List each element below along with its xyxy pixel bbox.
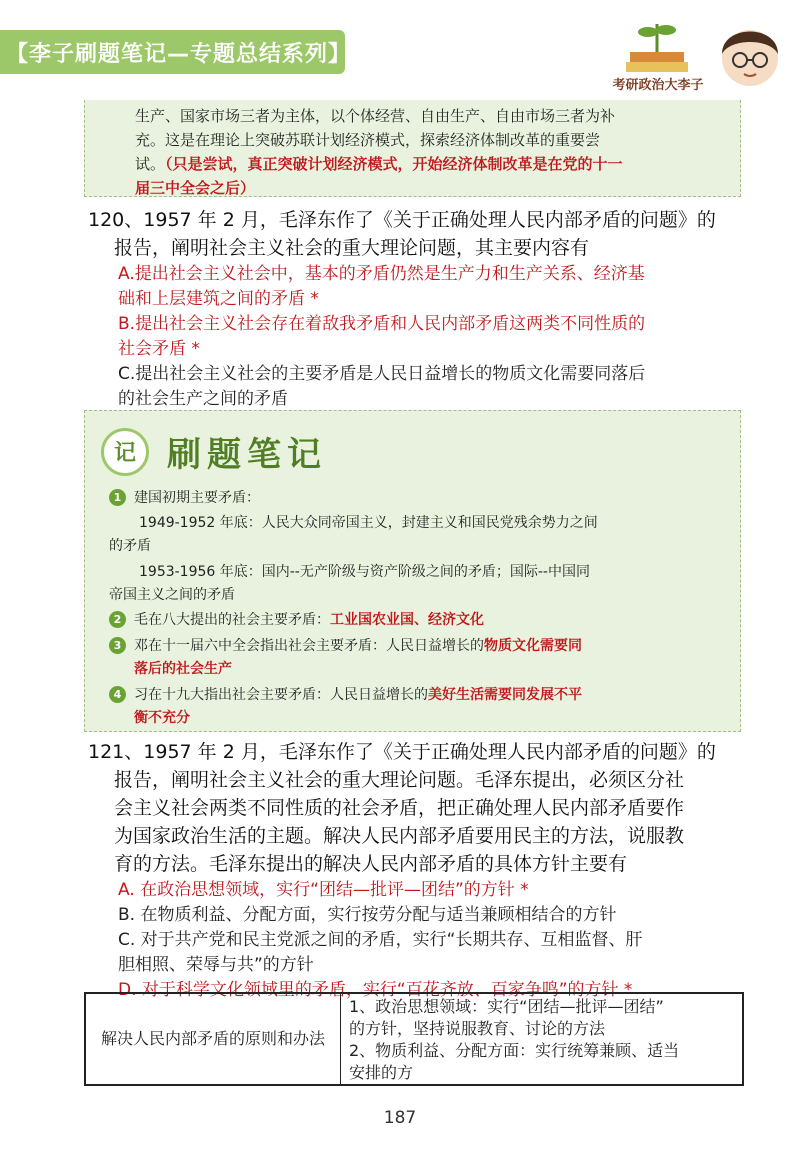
stem-line: 120、1957 年 2 月，毛泽东作了《关于正确处理人民内部矛盾的问题》的 bbox=[88, 209, 716, 231]
question-stem bbox=[88, 206, 748, 262]
option-b bbox=[88, 312, 748, 362]
summary-table-content bbox=[341, 994, 742, 1084]
option-line: D. 对于科学文化领域里的矛盾，实行“百花齐放、百家争鸣”的方针 * bbox=[118, 980, 633, 1000]
note-subitem bbox=[109, 512, 729, 558]
option-line: C.提出社会主义社会的主要矛盾是人民日益增长的物质文化需要同落后 bbox=[118, 364, 646, 384]
stem-line: 为国家政治生活的主题。解决人民内部矛盾要用民主的方法，说服教 bbox=[114, 825, 685, 847]
note-text: 邓在十一届六中全会指出社会主要矛盾：人民日益增长的 bbox=[134, 638, 484, 654]
note-text: 1949-1952 年底：人民大众同帝国主义，封建主义和国民党残余势力之间 bbox=[139, 515, 598, 531]
note-emphasis: 衡不充分 bbox=[134, 710, 190, 726]
note-text: 的矛盾 bbox=[109, 538, 151, 554]
note-number: 1 bbox=[109, 489, 126, 506]
series-title-banner bbox=[0, 30, 352, 74]
question-120 bbox=[88, 206, 748, 437]
stem-line: 报告，阐明社会主义社会的重大理论问题。毛泽东提出，必须区分社 bbox=[114, 769, 685, 791]
note-emphasis: 落后的社会生产 bbox=[134, 661, 232, 677]
note-emphasis: 届三中全会之后） bbox=[135, 179, 256, 197]
study-notes-box bbox=[84, 410, 741, 732]
summary-table-label: 解决人民内部矛盾的原则和办法 bbox=[86, 994, 341, 1084]
option-line: 础和上层建筑之间的矛盾 * bbox=[118, 289, 319, 309]
option-a bbox=[88, 262, 748, 312]
previous-note-box bbox=[84, 100, 741, 197]
notes-heading bbox=[101, 427, 327, 476]
note-number: 4 bbox=[109, 686, 126, 703]
note-item-2 bbox=[109, 609, 729, 632]
note-emphasis: （只是尝试，真正突破计划经济模式，开始经济体制改革是在党的十一 bbox=[165, 155, 623, 173]
table-line: 1、政治思想领域：实行“团结—批评—团结” bbox=[349, 997, 664, 1016]
note-subitem bbox=[109, 561, 729, 607]
option-a bbox=[88, 878, 748, 903]
note-number: 3 bbox=[109, 637, 126, 654]
notes-title: 刷题笔记 bbox=[167, 435, 327, 475]
stem-line: 会主义社会两类不同性质的社会矛盾，把正确处理人民内部矛盾要作 bbox=[114, 797, 685, 819]
option-b bbox=[88, 903, 748, 928]
option-line: 社会矛盾 * bbox=[118, 339, 200, 359]
table-line: 的方针，坚持说服教育、讨论的方法 bbox=[349, 1019, 606, 1038]
logo-text: 考研政治大李子 bbox=[612, 78, 704, 93]
option-line: B.提出社会主义社会存在着敌我矛盾和人民内部矛盾这两类不同性质的 bbox=[118, 314, 646, 334]
table-line: 2、物质利益、分配方面：实行统筹兼顾、适当 bbox=[349, 1041, 680, 1060]
note-emphasis: 物质文化需要同 bbox=[484, 638, 582, 654]
series-title: 【李子刷题笔记—专题总结系列】 bbox=[6, 41, 352, 67]
option-line: 胆相照、荣辱与共”的方针 bbox=[118, 955, 314, 975]
note-text: 建国初期主要矛盾： bbox=[134, 490, 260, 506]
note-item-3 bbox=[109, 635, 729, 681]
option-line: B. 在物质利益、分配方面，实行按劳分配与适当兼顾相结合的方针 bbox=[118, 905, 617, 925]
stem-line: 报告，阐明社会主义社会的重大理论问题，其主要内容有 bbox=[114, 237, 590, 259]
question-121 bbox=[88, 738, 748, 1003]
note-text: 毛在八大提出的社会主要矛盾： bbox=[134, 612, 330, 628]
question-stem bbox=[88, 738, 748, 878]
note-item-1 bbox=[109, 487, 729, 510]
option-line: A. 在政治思想领域，实行“团结—批评—团结”的方针 * bbox=[118, 880, 529, 900]
stem-line: 育的方法。毛泽东提出的解决人民内部矛盾的具体方针主要有 bbox=[114, 853, 628, 875]
note-line bbox=[135, 152, 735, 176]
note-text: 帝国主义之间的矛盾 bbox=[109, 587, 235, 603]
table-line: 安排的方 bbox=[349, 1063, 414, 1082]
summary-table bbox=[84, 992, 744, 1086]
note-text: 试。 bbox=[135, 155, 166, 173]
note-line: 充。这是在理论上突破苏联计划经济模式，探索经济体制改革的重要尝 bbox=[135, 131, 601, 149]
note-text: 习在十九大指出社会主要矛盾：人民日益增长的 bbox=[134, 687, 428, 703]
option-c bbox=[88, 928, 748, 978]
note-line: 生产、国家市场三者为主体，以个体经营、自由生产、自由市场三者为补 bbox=[135, 107, 616, 125]
stem-line: 121、1957 年 2 月，毛泽东作了《关于正确处理人民内部矛盾的问题》的 bbox=[88, 741, 716, 763]
option-line: 的社会生产之间的矛盾 bbox=[118, 389, 288, 409]
note-emphasis: 美好生活需要同发展不平 bbox=[428, 687, 582, 703]
notes-badge: 记 bbox=[101, 428, 149, 476]
author-avatar-icon bbox=[710, 14, 790, 94]
note-item-4 bbox=[109, 684, 729, 730]
note-number: 2 bbox=[109, 611, 126, 628]
option-c bbox=[88, 362, 748, 412]
note-text: 1953-1956 年底：国内--无产阶级与资产阶级之间的矛盾；国际--中国同 bbox=[139, 564, 590, 580]
option-line: A.提出社会主义社会中，基本的矛盾仍然是生产力和生产关系、经济基 bbox=[118, 264, 645, 284]
note-emphasis: 工业国农业国、经济文化 bbox=[330, 612, 484, 628]
page-number: 187 bbox=[383, 1108, 417, 1128]
option-line: C. 对于共产党和民主党派之间的矛盾，实行“长期共存、互相监督、肝 bbox=[118, 930, 643, 950]
